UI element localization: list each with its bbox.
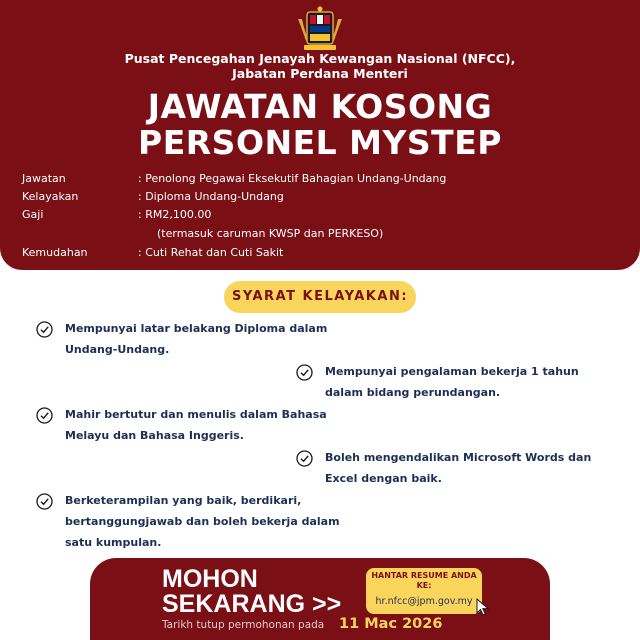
closing-date-text: Tarikh tutup permohonan pada <box>162 619 325 631</box>
gaji-note: (termasuk caruman KWSP dan PERKESO) <box>157 227 384 240</box>
check-circle-icon <box>296 450 313 467</box>
send-resume-title: HANTAR RESUME ANDA KE: <box>371 571 477 590</box>
send-resume-button[interactable] <box>366 568 482 614</box>
jawatan-label: Jawatan <box>22 172 66 185</box>
kemudahan-value: : Cuti Rehat dan Cuti Sakit <box>138 246 284 259</box>
check-circle-icon <box>36 493 53 510</box>
email-link[interactable]: hr.nfcc@jpm.gov.my <box>375 596 473 607</box>
jawatan-value: : Penolong Pegawai Eksekutif Bahagian Undang-Undang <box>138 172 447 185</box>
gaji-label: Gaji <box>22 208 44 221</box>
sekarang-heading[interactable]: SEKARANG >> <box>162 590 342 618</box>
check-circle-icon <box>36 407 53 424</box>
kemudahan-label: Kemudahan <box>22 246 88 259</box>
requirement-text: Mahir bertutur dan menulis dalam Bahasa Melayu dan Bahasa Inggeris. <box>65 408 327 442</box>
org-name-line2: Jabatan Perdana Menteri <box>232 66 408 81</box>
requirement-text: Mempunyai latar belakang Diploma dalam Undang-Undang. <box>65 322 328 356</box>
closing-date-value: 11 Mac 2026 <box>339 616 443 632</box>
check-circle-icon <box>36 321 53 338</box>
coat-of-arms-icon <box>296 5 344 51</box>
gaji-value: : RM2,100.00 <box>138 208 212 221</box>
kelayakan-label: Kelayakan <box>22 190 79 203</box>
syarat-heading-pill: SYARAT KELAYAKAN: <box>224 281 416 313</box>
requirement-text: Berketerampilan yang baik, berdikari, bertanggungjawab dan boleh bekerja dalam satu kumpulan. <box>65 494 340 549</box>
page-title-line2: PERSONEL MYSTEP <box>138 123 502 162</box>
mohon-heading: MOHON <box>162 565 258 593</box>
mouse-pointer-icon <box>476 598 490 616</box>
org-name-line1: Pusat Pencegahan Jenayah Kewangan Nasional (NFCC), <box>124 51 516 66</box>
requirement-text: Mempunyai pengalaman bekerja 1 tahun dalam bidang perundangan. <box>325 365 579 399</box>
kelayakan-value: : Diploma Undang-Undang <box>138 190 284 203</box>
page-title-line1: JAWATAN KOSONG <box>147 87 493 126</box>
check-circle-icon <box>296 364 313 381</box>
requirement-text: Boleh mengendalikan Microsoft Words dan Excel dengan baik. <box>325 451 592 485</box>
